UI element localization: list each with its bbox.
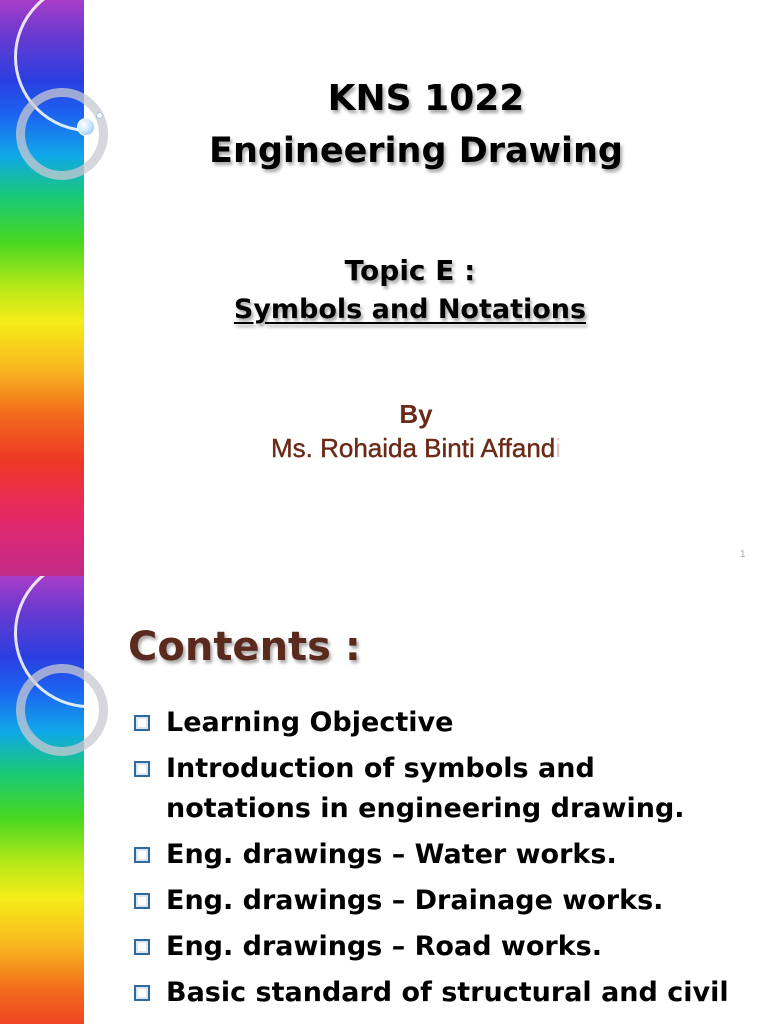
checkbox-bullet-icon [134, 939, 150, 955]
checkbox-bullet-icon [134, 847, 150, 863]
checkbox-bullet-icon [134, 715, 150, 731]
checkbox-bullet-icon [134, 893, 150, 909]
author-name-tail: i [555, 433, 562, 463]
by-label: By [399, 399, 433, 429]
checkbox-bullet-icon [134, 985, 150, 1001]
list-item [134, 703, 754, 743]
contents-slide [0, 576, 768, 1024]
topic-title: Symbols and Notations [233, 294, 587, 325]
checkbox-bullet-icon [134, 761, 150, 777]
list-item [134, 749, 754, 789]
author-name [84, 433, 748, 464]
list-item [134, 835, 754, 875]
list-item-text: notations in engineering drawing. [166, 793, 685, 824]
list-item-text: Basic standard of structural and civil [166, 977, 729, 1008]
list-item-text: Learning Objective [166, 707, 454, 738]
list-item [134, 973, 754, 1013]
list-item-text: Introduction of symbols and [166, 753, 595, 784]
list-item-text: Eng. drawings – Road works. [166, 931, 603, 962]
list-item [134, 927, 754, 967]
course-name: Engineering Drawing [209, 131, 623, 171]
course-code: KNS 1022 [327, 78, 525, 119]
page-number: 1 [740, 549, 746, 560]
topic-label: Topic E : [344, 254, 476, 287]
decorative-ring-icon [16, 664, 108, 756]
list-item [134, 881, 754, 921]
list-item-text: Eng. drawings – Drainage works. [166, 885, 664, 916]
list-item-continuation [134, 789, 754, 829]
contents-heading: Contents : [128, 624, 361, 670]
list-item-text: Eng. drawings – Water works. [166, 839, 617, 870]
author-name-main: Ms. Rohaida Binti Affand [270, 433, 556, 463]
contents-list [134, 703, 754, 1019]
